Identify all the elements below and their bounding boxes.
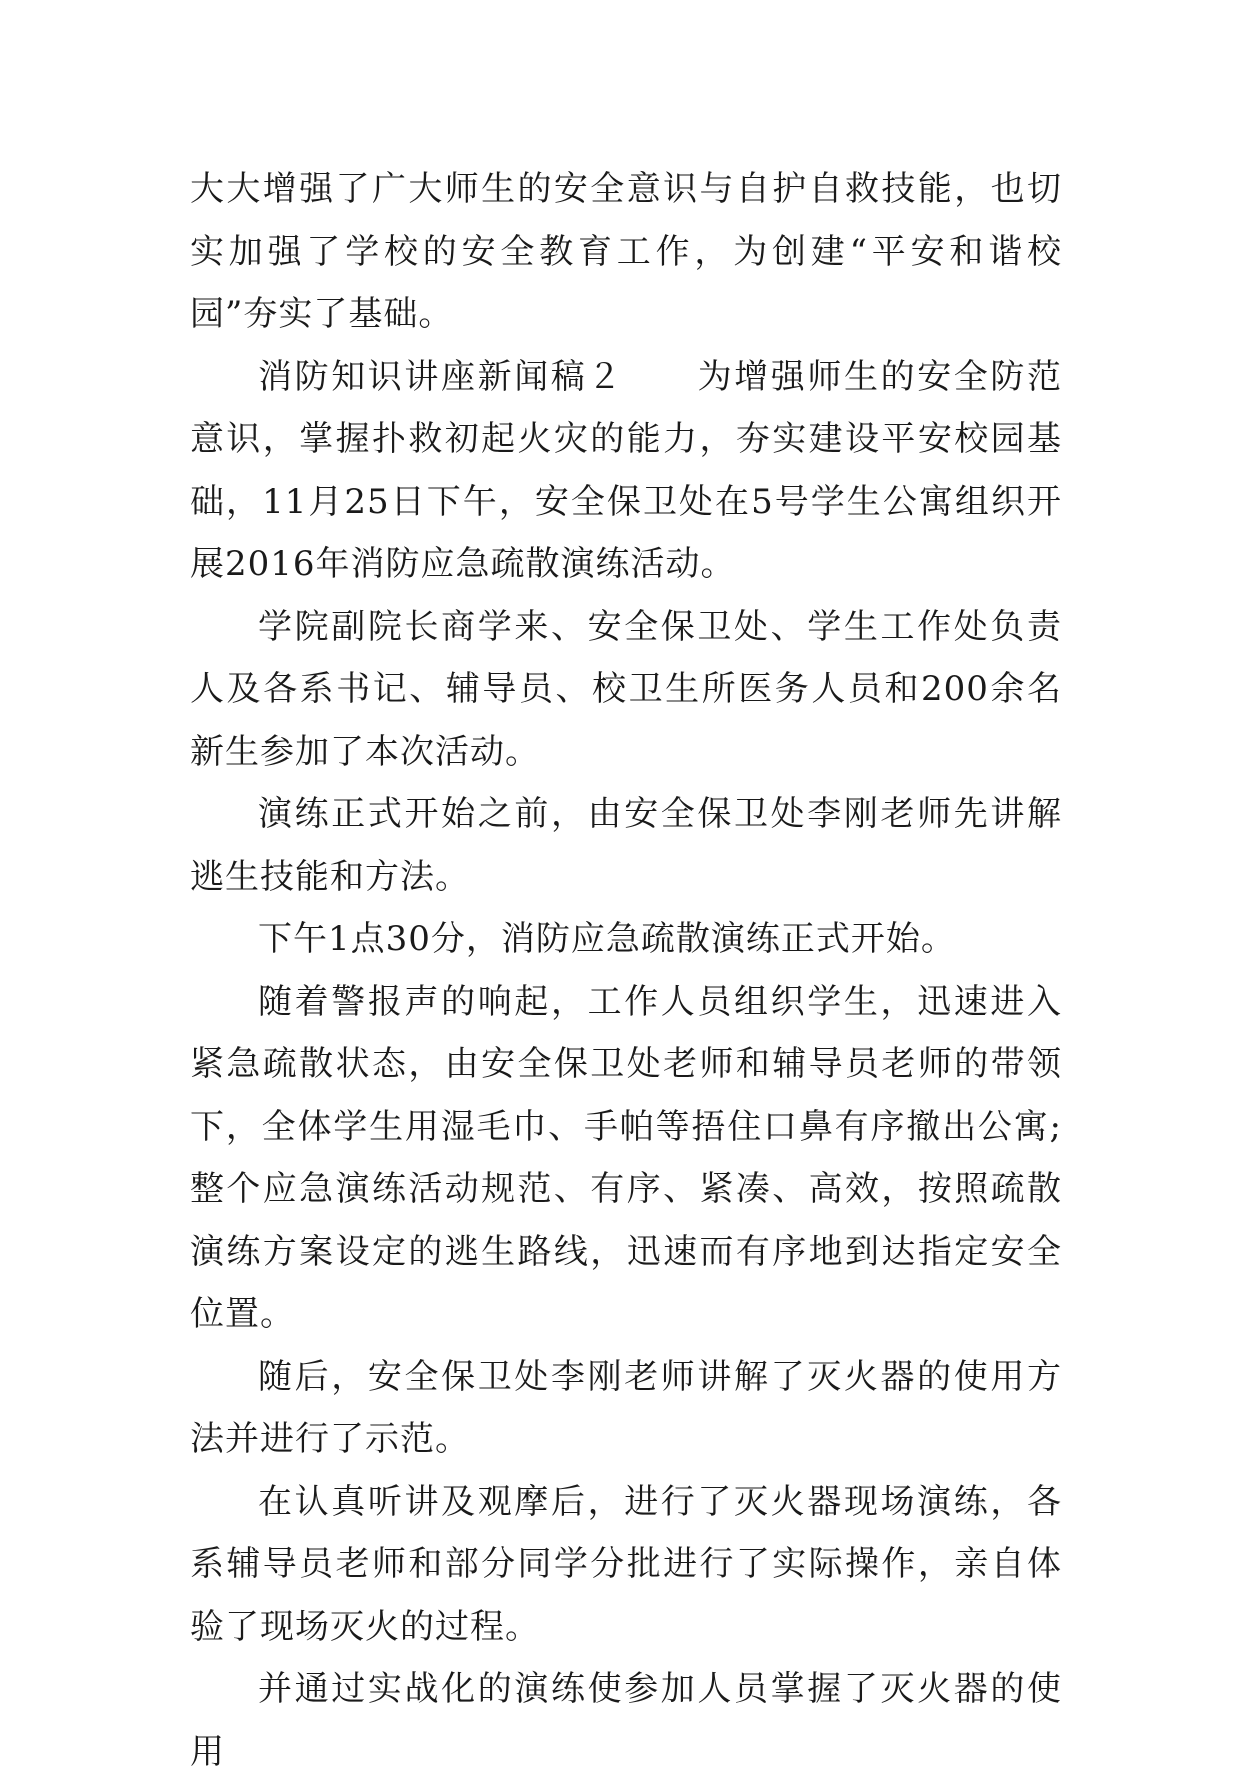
paragraph-6-text: 随着警报声的响起，工作人员组织学生，迅速进入紧急疏散状态，由安全保卫处老师和辅导员老师的带领下，全体学生用湿毛巾、手帕等捂住口鼻有序撤出公寓;整个应急演练活动规范、有序、紧凑、高效，按照疏散演练方案设定的逃生路线，迅速而有序地到达指定安全位置。 — [190, 981, 1062, 1334]
paragraph-3 — [190, 596, 1062, 784]
paragraph-7-text: 随后，安全保卫处李刚老师讲解了灭火器的使用方法并进行了示范。 — [190, 1356, 1062, 1459]
paragraph-2-text: 为增强师生的安全防范意识，掌握扑救初起火灾的能力，夯实建设平安校园基础，11月25日下午，安全保卫处在5号学生公寓组织开展2016年消防应急疏散演练活动。 — [190, 356, 1062, 584]
paragraph-7 — [190, 1346, 1062, 1471]
document-body — [190, 158, 1062, 1783]
paragraph-4 — [190, 783, 1062, 908]
paragraph-1 — [190, 158, 1062, 346]
paragraph-2 — [190, 346, 1062, 596]
paragraph-4-text: 演练正式开始之前，由安全保卫处李刚老师先讲解逃生技能和方法。 — [190, 794, 1062, 897]
paragraph-5-text: 下午1点30分，消防应急疏散演练正式开始。 — [258, 919, 956, 959]
paragraph-6 — [190, 971, 1062, 1346]
paragraph-5 — [190, 908, 1062, 971]
paragraph-9 — [190, 1658, 1062, 1783]
paragraph-8 — [190, 1471, 1062, 1659]
paragraph-3-text: 学院副院长商学来、安全保卫处、学生工作处负责人及各系书记、辅导员、校卫生所医务人员和200余名新生参加了本次活动。 — [190, 606, 1062, 772]
paragraph-8-text: 在认真听讲及观摩后，进行了灭火器现场演练，各系辅导员老师和部分同学分批进行了实际操作，亲自体验了现场灭火的过程。 — [190, 1481, 1062, 1647]
paragraph-1-text: 大大增强了广大师生的安全意识与自护自救技能，也切实加强了学校的安全教育工作，为创建“平安和谐校园”夯实了基础。 — [190, 169, 1062, 334]
paragraph-9-text: 并通过实战化的演练使参加人员掌握了灭火器的使用 — [190, 1669, 1062, 1772]
news-title: 消防知识讲座新闻稿２ — [258, 356, 624, 397]
